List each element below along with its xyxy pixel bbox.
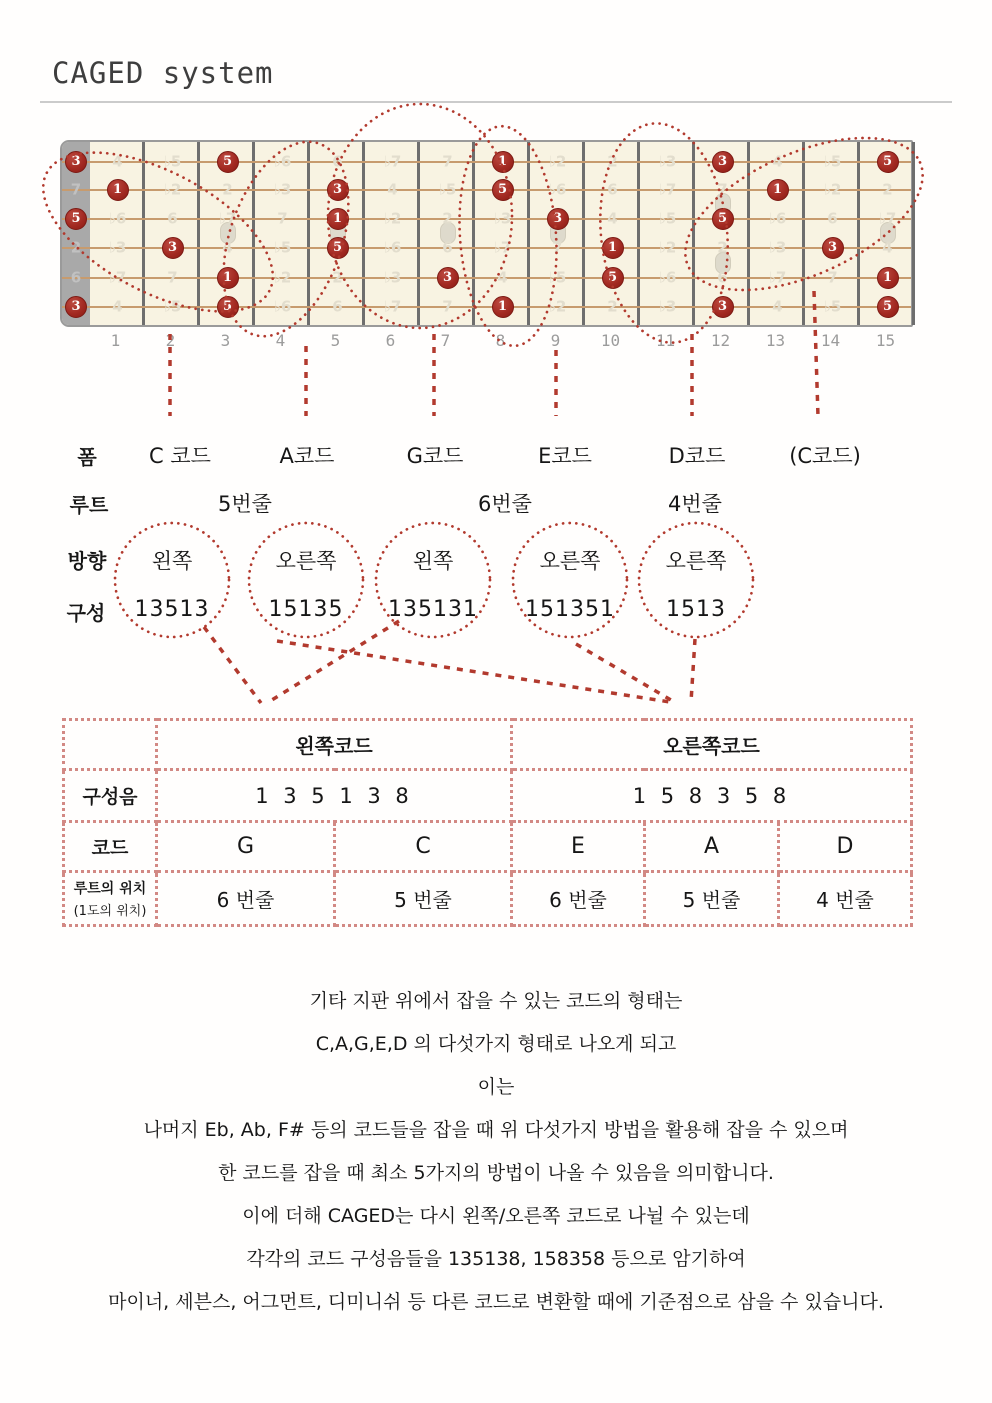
group-2-direction: 오른쪽 bbox=[275, 549, 337, 573]
table-header-left-chords: 왼쪽코드 bbox=[157, 720, 512, 770]
table-chord-e: E bbox=[512, 822, 645, 872]
chord-tone-dot-5: 5 bbox=[877, 296, 899, 318]
chord-tone-dot-5: 5 bbox=[877, 151, 899, 173]
row-label-root: 루트 bbox=[69, 493, 109, 517]
fret-number: 12 bbox=[710, 331, 731, 350]
scale-degree-label: ♭6 bbox=[273, 297, 292, 316]
fret-wire bbox=[307, 142, 310, 325]
scale-degree-label: 4 bbox=[112, 152, 123, 171]
fret-wire bbox=[912, 142, 915, 325]
paragraph-line: 나머지 Eb, Ab, F# 등의 코드들을 잡을 때 위 다섯가지 방법을 활용해 잡을 수 있으며 bbox=[143, 1119, 849, 1141]
scale-degree-label: ♭3 bbox=[658, 297, 677, 316]
link-group2-right-header bbox=[277, 641, 670, 702]
table-rootpos-d: 4 번줄 bbox=[779, 872, 912, 926]
title-rule bbox=[40, 101, 952, 103]
scale-degree-label: 2 bbox=[717, 238, 728, 257]
link-group1-left-header bbox=[204, 627, 261, 703]
scale-degree-label: ♭5 bbox=[163, 152, 182, 171]
fret-wire bbox=[252, 142, 255, 325]
group-3-composition: 135131 bbox=[388, 597, 478, 622]
root-item-5th-string: 5번줄 bbox=[218, 492, 272, 516]
scale-degree-label: ♭5 bbox=[823, 152, 842, 171]
scale-degree-label: 4 bbox=[112, 297, 123, 316]
scale-degree-label: ♭5 bbox=[438, 180, 457, 199]
fret-number: 15 bbox=[875, 331, 896, 350]
chord-tone-dot-3: 3 bbox=[65, 296, 87, 318]
fret-wire bbox=[417, 142, 420, 325]
paragraph-line: 각각의 코드 구성음들을 135138, 158358 등으로 암기하여 bbox=[246, 1248, 746, 1270]
row-label-form: 폼 bbox=[77, 445, 97, 469]
form-item-a: A코드 bbox=[279, 444, 335, 468]
chord-tone-dot-5: 5 bbox=[712, 208, 734, 230]
scale-degree-label: 6 bbox=[607, 180, 618, 199]
form-item-e: E코드 bbox=[538, 444, 592, 468]
chord-tone-dot-1: 1 bbox=[602, 237, 624, 259]
scale-degree-label: 2 bbox=[442, 209, 453, 228]
group-3-direction: 왼쪽 bbox=[412, 549, 454, 573]
scale-degree-label: ♭2 bbox=[273, 268, 292, 287]
chord-tone-dot-3: 3 bbox=[712, 296, 734, 318]
chord-tone-dot-1: 1 bbox=[767, 179, 789, 201]
paragraph-line: C,A,G,E,D 의 다섯가지 형태로 나오게 되고 bbox=[315, 1033, 677, 1055]
scale-degree-label: 2 bbox=[70, 238, 82, 257]
table-label-chord: 코드 bbox=[64, 822, 157, 872]
guitar-string-6 bbox=[62, 306, 911, 308]
table-label-notes: 구성음 bbox=[64, 770, 157, 822]
scale-degree-label: 4 bbox=[772, 152, 783, 171]
paragraph-line: 마이너, 세븐스, 어그먼트, 디미니쉬 등 다른 코드로 변환할 때에 기준점으로 삼을 수 있습니다. bbox=[108, 1291, 884, 1313]
scale-degree-label: 6 bbox=[70, 268, 82, 287]
table-notes-left: 1 3 5 1 3 8 bbox=[157, 770, 512, 822]
scale-degree-label: 7 bbox=[552, 238, 563, 257]
scale-degree-label: ♭6 bbox=[768, 209, 787, 228]
chord-summary-table bbox=[62, 718, 913, 927]
form-item-g: G코드 bbox=[406, 444, 464, 468]
form-item-d: D코드 bbox=[668, 444, 726, 468]
guitar-string-1 bbox=[62, 161, 911, 163]
table-header-right-chords: 오른쪽코드 bbox=[512, 720, 912, 770]
fret-wire bbox=[582, 142, 585, 325]
link-group4-right-header bbox=[576, 644, 676, 703]
scale-degree-label: 6 bbox=[442, 238, 453, 257]
fret-number: 13 bbox=[765, 331, 786, 350]
fret-number: 8 bbox=[495, 331, 506, 350]
group-1-composition: 13513 bbox=[134, 597, 210, 622]
group-5-composition: 1513 bbox=[666, 597, 726, 622]
scale-degree-label: 6 bbox=[332, 297, 343, 316]
chord-tone-dot-3: 3 bbox=[547, 208, 569, 230]
fret-wire bbox=[802, 142, 805, 325]
group-2-composition: 15135 bbox=[268, 597, 344, 622]
scale-degree-label: 6 bbox=[717, 268, 728, 287]
group-5-direction: 오른쪽 bbox=[665, 549, 727, 573]
scale-degree-label: ♭3 bbox=[493, 209, 512, 228]
fret-number: 6 bbox=[385, 331, 396, 350]
explanation-paragraph bbox=[0, 980, 992, 1324]
root-item-4th-string: 4번줄 bbox=[668, 492, 722, 516]
chord-tone-dot-3: 3 bbox=[65, 151, 87, 173]
chord-tone-dot-3: 3 bbox=[162, 237, 184, 259]
scale-degree-label: ♭6 bbox=[108, 209, 127, 228]
table-label-root-position bbox=[64, 872, 157, 926]
fret-wire bbox=[692, 142, 695, 325]
scale-degree-label: ♭6 bbox=[548, 180, 567, 199]
scale-degree-label: ♭7 bbox=[658, 180, 677, 199]
link-group3-left-header bbox=[267, 621, 399, 703]
scale-degree-label: ♭3 bbox=[768, 238, 787, 257]
fret-wire bbox=[362, 142, 365, 325]
scale-degree-label: ♭6 bbox=[658, 268, 677, 287]
scale-degree-label: 7 bbox=[442, 297, 453, 316]
fret-number: 9 bbox=[550, 331, 561, 350]
page-title: CAGED system bbox=[52, 56, 274, 90]
scale-degree-label: ♭3 bbox=[108, 238, 127, 257]
table-chord-c: C bbox=[335, 822, 512, 872]
scale-degree-label: 4 bbox=[882, 238, 893, 257]
chord-tone-dot-1: 1 bbox=[877, 267, 899, 289]
fret-wire bbox=[472, 142, 475, 325]
table-rootpos-e: 6 번줄 bbox=[512, 872, 645, 926]
scale-degree-label: 4 bbox=[497, 268, 508, 287]
group-4-composition: 151351 bbox=[525, 597, 615, 622]
chord-tone-dot-5: 5 bbox=[217, 296, 239, 318]
chord-tone-dot-5: 5 bbox=[602, 267, 624, 289]
scale-degree-label: 2 bbox=[882, 180, 893, 199]
scale-degree-label: 7 bbox=[167, 268, 178, 287]
fret-wire bbox=[142, 142, 145, 325]
scale-degree-label: 7 bbox=[277, 209, 288, 228]
scale-degree-label: ♭7 bbox=[383, 152, 402, 171]
root-position-label: 루트의 위치 bbox=[73, 880, 147, 897]
scale-degree-label: ♭7 bbox=[383, 297, 402, 316]
scale-degree-label: ♭2 bbox=[823, 180, 842, 199]
fret-number: 2 bbox=[165, 331, 176, 350]
scale-degree-label: 7 bbox=[717, 180, 728, 199]
scale-degree-label: 7 bbox=[442, 152, 453, 171]
scale-degree-label: ♭5 bbox=[548, 268, 567, 287]
scale-degree-label: 4 bbox=[222, 238, 233, 257]
scale-degree-label: 4 bbox=[387, 180, 398, 199]
scale-degree-label: ♭6 bbox=[273, 152, 292, 171]
group-4-direction: 오른쪽 bbox=[539, 549, 601, 573]
fret-wire bbox=[857, 142, 860, 325]
scale-degree-label: 7 bbox=[827, 268, 838, 287]
fret-number: 1 bbox=[110, 331, 121, 350]
scale-degree-label: ♭5 bbox=[163, 297, 182, 316]
fret-number: 14 bbox=[820, 331, 841, 350]
chord-tone-dot-5: 5 bbox=[217, 151, 239, 173]
row-label-composition: 구성 bbox=[66, 601, 106, 625]
scale-degree-label: 6 bbox=[332, 152, 343, 171]
scale-degree-label: 6 bbox=[167, 209, 178, 228]
scale-degree-label: 2 bbox=[607, 297, 618, 316]
fret-number: 4 bbox=[275, 331, 286, 350]
table-rootpos-g: 6 번줄 bbox=[157, 872, 335, 926]
row-label-direction: 방향 bbox=[67, 549, 107, 573]
fret-wire bbox=[197, 142, 200, 325]
scale-degree-label: ♭6 bbox=[383, 238, 402, 257]
fret-number: 3 bbox=[220, 331, 231, 350]
scale-degree-label: ♭3 bbox=[658, 152, 677, 171]
scale-degree-label: 2 bbox=[222, 180, 233, 199]
fret-number: 5 bbox=[330, 331, 341, 350]
paragraph-line: 이에 더해 CAGED는 다시 왼쪽/오른쪽 코드로 나뉠 수 있는데 bbox=[242, 1205, 750, 1227]
scale-degree-label: ♭7 bbox=[108, 268, 127, 287]
scale-degree-label: ♭2 bbox=[163, 180, 182, 199]
fretboard bbox=[60, 140, 913, 327]
scale-degree-label: 4 bbox=[607, 209, 618, 228]
chord-tone-dot-1: 1 bbox=[217, 267, 239, 289]
fret-number: 10 bbox=[600, 331, 621, 350]
scale-degree-label: ♭7 bbox=[878, 209, 897, 228]
fret-wire bbox=[747, 142, 750, 325]
group-1-direction: 왼쪽 bbox=[151, 549, 193, 573]
table-corner-cell bbox=[64, 720, 157, 770]
chord-tone-dot-1: 1 bbox=[327, 208, 349, 230]
scale-degree-label: ♭7 bbox=[768, 268, 787, 287]
form-item-c: C 코드 bbox=[149, 444, 211, 468]
scale-degree-label: ♭5 bbox=[273, 238, 292, 257]
scale-degree-label: ♭2 bbox=[383, 209, 402, 228]
root-position-sublabel: (1도의 위치) bbox=[73, 903, 147, 919]
scale-degree-label: ♭5 bbox=[823, 297, 842, 316]
scale-degree-label: 2 bbox=[607, 152, 618, 171]
link-group5-right-header bbox=[691, 639, 695, 702]
fret-wire bbox=[637, 142, 640, 325]
chord-tone-dot-5: 5 bbox=[65, 208, 87, 230]
scale-degree-label: 2 bbox=[332, 268, 343, 287]
chord-tone-dot-3: 3 bbox=[712, 151, 734, 173]
table-rootpos-a: 5 번줄 bbox=[645, 872, 779, 926]
chord-tone-dot-3: 3 bbox=[437, 267, 459, 289]
paragraph-line: 이는 bbox=[477, 1076, 515, 1098]
chord-tone-dot-1: 1 bbox=[492, 151, 514, 173]
form-item-c2: (C코드) bbox=[789, 444, 861, 468]
paragraph-line: 한 코드를 잡을 때 최소 5가지의 방법이 나올 수 있음을 의미합니다. bbox=[218, 1162, 774, 1184]
scale-degree-label: ♭2 bbox=[548, 297, 567, 316]
fret-wire bbox=[527, 142, 530, 325]
scale-degree-label: 4 bbox=[772, 297, 783, 316]
root-item-6th-string: 6번줄 bbox=[478, 492, 532, 516]
scale-degree-label: ♭7 bbox=[218, 209, 237, 228]
scale-degree-label: ♭5 bbox=[658, 209, 677, 228]
scale-degree-label: ♭3 bbox=[273, 180, 292, 199]
scale-degree-label: ♭2 bbox=[658, 238, 677, 257]
fret-number: 7 bbox=[440, 331, 451, 350]
chord-tone-dot-1: 1 bbox=[492, 296, 514, 318]
table-chord-a: A bbox=[645, 822, 779, 872]
scale-degree-label: ♭3 bbox=[383, 268, 402, 287]
chord-tone-dot-5: 5 bbox=[492, 179, 514, 201]
fret-number-row bbox=[60, 331, 913, 353]
table-chord-d: D bbox=[779, 822, 912, 872]
scale-degree-label: ♭2 bbox=[548, 152, 567, 171]
fret-number: 11 bbox=[655, 331, 676, 350]
chord-tone-dot-3: 3 bbox=[327, 179, 349, 201]
scale-degree-label: 6 bbox=[827, 209, 838, 228]
scale-degree-label: 7 bbox=[70, 180, 82, 199]
chord-tone-dot-3: 3 bbox=[822, 237, 844, 259]
table-notes-right: 1 5 8 3 5 8 bbox=[512, 770, 912, 822]
paragraph-line: 기타 지판 위에서 잡을 수 있는 코드의 형태는 bbox=[309, 990, 683, 1012]
scale-degree-label: ♭7 bbox=[493, 238, 512, 257]
chord-tone-dot-1: 1 bbox=[107, 179, 129, 201]
chord-tone-dot-5: 5 bbox=[327, 237, 349, 259]
table-rootpos-c: 5 번줄 bbox=[335, 872, 512, 926]
table-chord-g: G bbox=[157, 822, 335, 872]
